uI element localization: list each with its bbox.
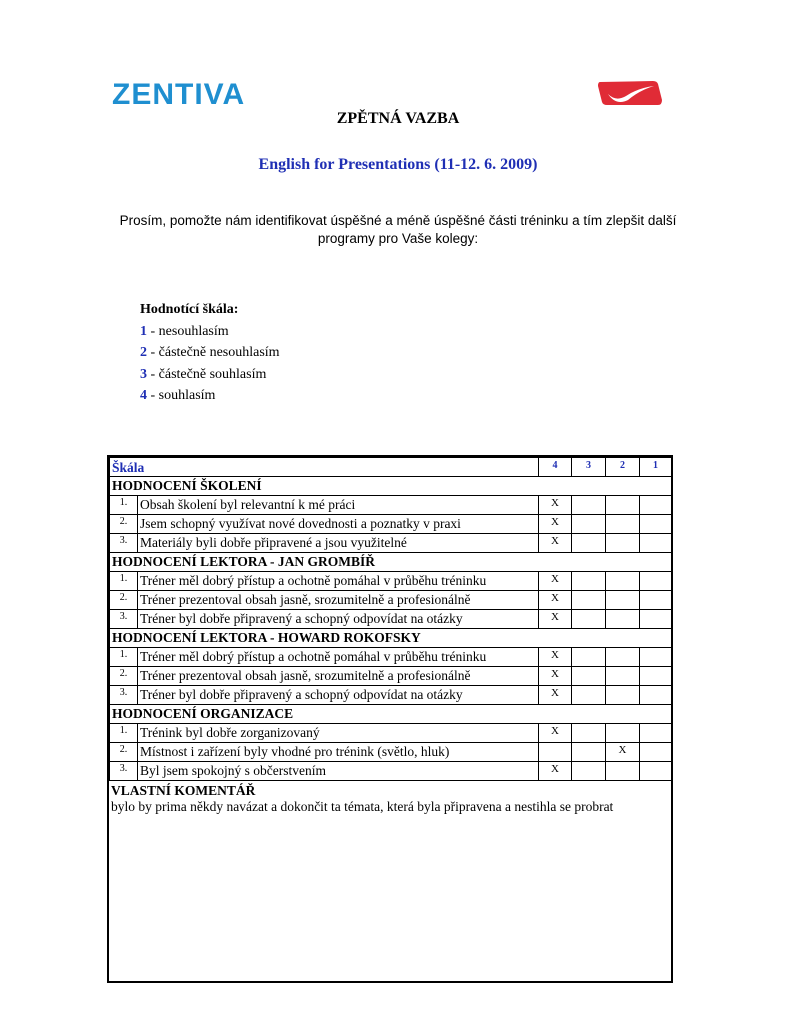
comment-heading: VLASTNÍ KOMENTÁŘ: [111, 783, 256, 798]
rating-cell-2: [606, 724, 640, 743]
table-row: [110, 648, 672, 667]
rating-cell-4: X: [539, 591, 572, 610]
table-row: [110, 572, 672, 591]
table-row: [110, 591, 672, 610]
rating-cell-4: X: [539, 762, 572, 781]
row-statement: Místnost i zařízení byly vhodné pro trénink (světlo, hluk): [138, 743, 539, 762]
rating-cell-4: X: [539, 572, 572, 591]
rating-cell-1: [640, 534, 672, 553]
row-statement: Trénink byl dobře zorganizovaný: [138, 724, 539, 743]
rating-cell-2: [606, 648, 640, 667]
scale-item-number: 2: [140, 345, 147, 360]
intro-text: Prosím, pomožte nám identifikovat úspěšné a méně úspěšné části tréninku a tím zlepšit další programy pro Vaše kolegy:: [119, 213, 677, 246]
rating-cell-4: X: [539, 648, 572, 667]
section-title: HODNOCENÍ LEKTORA - JAN GROMBÍŘ: [110, 553, 672, 572]
comment-text: bylo by prima někdy navázat a dokončit ta témata, která byla připravena a nestihla se probrat: [111, 799, 614, 814]
feedback-table: [109, 457, 672, 781]
rating-cell-1: [640, 762, 672, 781]
page-title: ZPĚTNÁ VAZBA: [336, 110, 460, 127]
scale-item-label: - částečně nesouhlasím: [147, 345, 280, 360]
scale-item: [140, 321, 280, 343]
rating-scale-heading: Hodnotící škála:: [140, 302, 239, 317]
rating-cell-3: [572, 610, 606, 629]
row-number: 2.: [110, 591, 138, 610]
rating-cell-2: [606, 572, 640, 591]
rating-cell-1: [640, 648, 672, 667]
row-statement: Tréner prezentoval obsah jasně, srozumitelně a profesionálně: [138, 667, 539, 686]
rating-cell-4: X: [539, 610, 572, 629]
rating-cell-2: [606, 762, 640, 781]
rating-cell-3: [572, 762, 606, 781]
rating-cell-2: [606, 667, 640, 686]
scale-item: [140, 342, 280, 364]
scale-item: [140, 364, 280, 386]
rating-cell-1: [640, 610, 672, 629]
rating-cell-1: [640, 667, 672, 686]
rating-cell-3: [572, 515, 606, 534]
row-statement: Materiály byli dobře připravené a jsou využitelné: [138, 534, 539, 553]
rating-cell-3: [572, 667, 606, 686]
scale-item-number: 3: [140, 366, 147, 382]
section-title: HODNOCENÍ ŠKOLENÍ: [110, 477, 672, 496]
course-subtitle: English for Presentations (11-12. 6. 2009): [258, 156, 538, 173]
column-header-4: 4: [539, 458, 572, 477]
table-row: [110, 686, 672, 705]
rating-cell-4: X: [539, 724, 572, 743]
scale-item-label: - souhlasím: [147, 388, 216, 403]
rating-cell-3: [572, 496, 606, 515]
rating-cell-4: X: [539, 667, 572, 686]
rating-cell-2: [606, 496, 640, 515]
row-number: 2.: [110, 743, 138, 762]
row-number: 2.: [110, 515, 138, 534]
row-number: 2.: [110, 667, 138, 686]
rating-cell-4: X: [539, 515, 572, 534]
row-statement: Tréner byl dobře připravený a schopný odpovídat na otázky: [138, 686, 539, 705]
rating-cell-2: X: [606, 743, 640, 762]
row-number: 1.: [110, 724, 138, 743]
rating-cell-2: [606, 610, 640, 629]
row-number: 3.: [110, 686, 138, 705]
feedback-form: [107, 455, 673, 983]
rating-cell-3: [572, 686, 606, 705]
rating-cell-4: X: [539, 534, 572, 553]
row-statement: Obsah školení byl relevantní k mé práci: [138, 496, 539, 515]
rating-cell-1: [640, 686, 672, 705]
rating-cell-1: [640, 724, 672, 743]
scale-item-label: - nesouhlasím: [147, 323, 229, 339]
table-row: [110, 496, 672, 515]
rating-cell-1: [640, 496, 672, 515]
section-title: HODNOCENÍ ORGANIZACE: [110, 705, 672, 724]
rating-cell-1: [640, 572, 672, 591]
scale-item: [140, 385, 280, 407]
scale-item-number: 1: [140, 323, 147, 339]
table-row: [110, 762, 672, 781]
section-header-row: [110, 477, 672, 496]
rating-cell-2: [606, 515, 640, 534]
rating-cell-2: [606, 686, 640, 705]
rating-cell-3: [572, 743, 606, 762]
rating-cell-4: [539, 743, 572, 762]
row-statement: Jsem schopný využívat nové dovednosti a poznatky v praxi: [138, 515, 539, 534]
comment-section: [109, 781, 671, 817]
rating-cell-2: [606, 591, 640, 610]
section-header-row: [110, 629, 672, 648]
row-number: 3.: [110, 534, 138, 553]
scale-item-number: 4: [140, 388, 147, 403]
rating-cell-1: [640, 591, 672, 610]
row-number: 1.: [110, 572, 138, 591]
zentiva-logo: [112, 78, 245, 112]
row-statement: Tréner měl dobrý přístup a ochotně pomáhal v průběhu tréninku: [138, 648, 539, 667]
rating-cell-3: [572, 648, 606, 667]
rating-cell-3: [572, 724, 606, 743]
row-statement: Tréner prezentoval obsah jasně, srozumitelně a profesionálně: [138, 591, 539, 610]
rating-cell-2: [606, 534, 640, 553]
column-header-3: 3: [572, 458, 606, 477]
table-row: [110, 515, 672, 534]
table-row: [110, 610, 672, 629]
row-number: 1.: [110, 496, 138, 515]
scale-item-label: - částečně souhlasím: [147, 366, 267, 382]
scale-header-label: Škála: [110, 458, 539, 477]
section-header-row: [110, 553, 672, 572]
row-number: 1.: [110, 648, 138, 667]
row-number: 3.: [110, 610, 138, 629]
table-row: [110, 724, 672, 743]
table-row: [110, 743, 672, 762]
sanofi-logo-icon: [596, 78, 664, 106]
section-header-row: [110, 705, 672, 724]
row-statement: Tréner byl dobře připravený a schopný odpovídat na otázky: [138, 610, 539, 629]
rating-cell-4: X: [539, 496, 572, 515]
row-number: 3.: [110, 762, 138, 781]
rating-cell-3: [572, 591, 606, 610]
rating-scale: [140, 299, 280, 407]
rating-cell-1: [640, 515, 672, 534]
rating-cell-3: [572, 534, 606, 553]
table-row: [110, 667, 672, 686]
rating-cell-1: [640, 743, 672, 762]
table-header-row: [110, 458, 672, 477]
rating-cell-4: X: [539, 686, 572, 705]
column-header-1: 1: [640, 458, 672, 477]
zentiva-logo-text: ZENTIVA: [112, 78, 246, 111]
section-title: HODNOCENÍ LEKTORA - HOWARD ROKOFSKY: [110, 629, 672, 648]
table-row: [110, 534, 672, 553]
row-statement: Byl jsem spokojný s občerstvením: [138, 762, 539, 781]
row-statement: Tréner měl dobrý přístup a ochotně pomáhal v průběhu tréninku: [138, 572, 539, 591]
column-header-2: 2: [606, 458, 640, 477]
rating-cell-3: [572, 572, 606, 591]
